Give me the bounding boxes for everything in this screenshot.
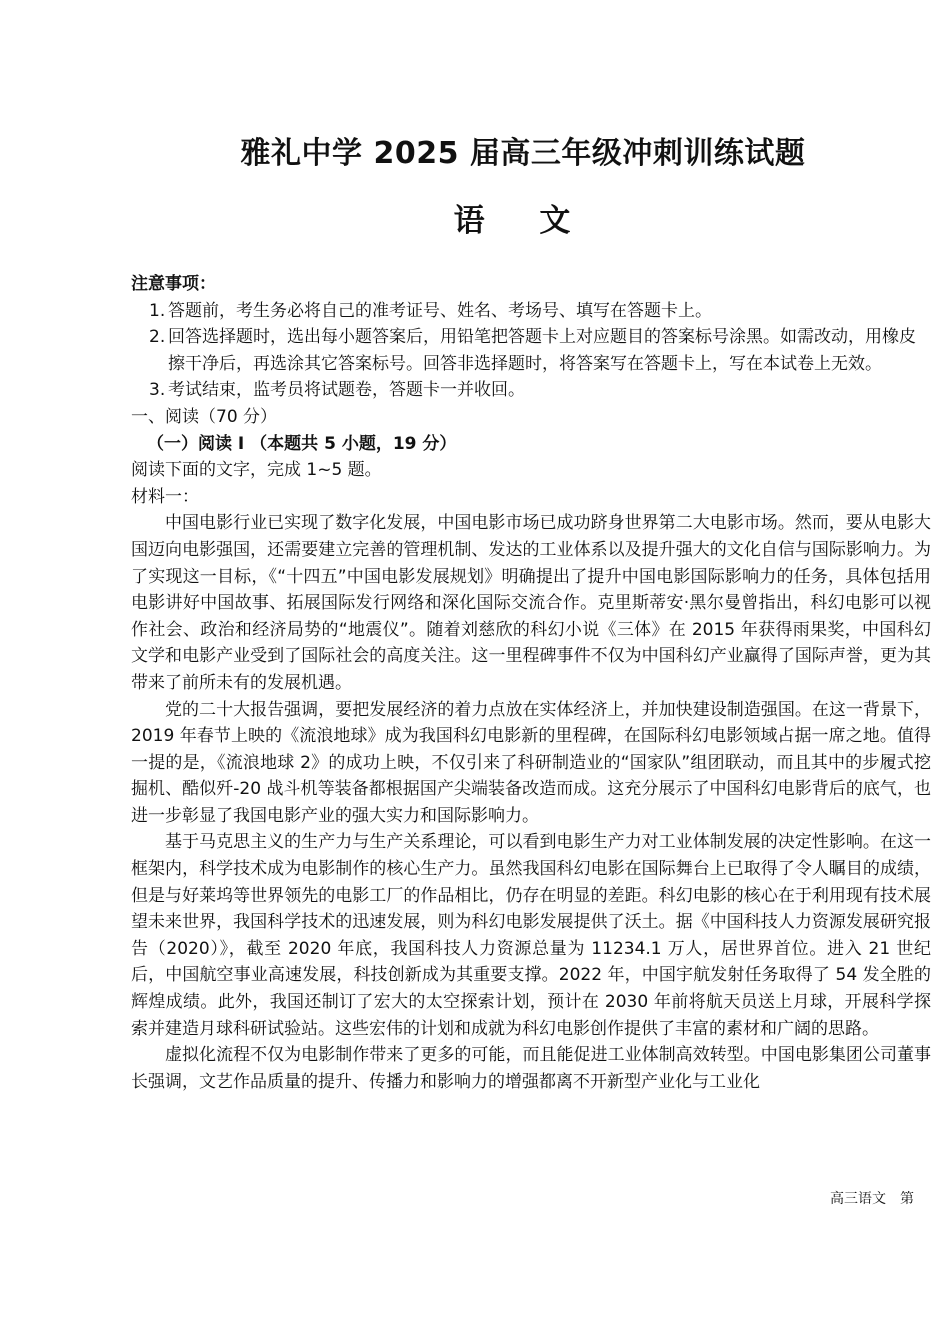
notice-heading: 注意事项：: [131, 274, 216, 294]
material-label: 材料一：: [131, 486, 199, 507]
notice-list: [131, 298, 931, 404]
exam-content: [131, 271, 931, 1095]
subject-title: 语 文: [453, 203, 593, 239]
notice-text: 答题前，考生务必将自己的准考证号、姓名、考场号、填写在答题卡上。: [168, 300, 712, 321]
notice-item: [131, 324, 931, 377]
material-paragraph: 虚拟化流程不仅为电影制作带来了更多的可能，而且能促进工业体制高效转型。中国电影集团公司董事长强调，文艺作品质量的提升、传播力和影响力的增强都离不开新型产业化与工业化: [131, 1045, 931, 1092]
reading-section-heading: （一）阅读 I （本题共 5 小题，19 分）: [147, 433, 457, 454]
notice-item: [131, 298, 931, 325]
reading-instruction: 阅读下面的文字，完成 1~5 题。: [131, 460, 382, 481]
notice-number: 1.: [149, 300, 166, 321]
exam-title: 雅礼中学 2025 届高三年级冲刺训练试题: [240, 136, 806, 171]
page-footer: 高三语文 第: [830, 1191, 914, 1207]
material-paragraph: 党的二十大报告强调，要把发展经济的着力点放在实体经济上，并加快建设制造强国。在这一背景下，2019 年春节上映的《流浪地球》成为我国科幻电影新的里程碑，在国际科幻电影领域占据一席之地。值得一提的是，《流浪地球 2》的成功上映，不仅引来了科研制造业的“国家队”组团联动，而且其中的步履式挖掘机、酷似歼-20 战斗机等装备都根据国产尖端装备改造而成。这充分展示了中国科幻电影背后的底气，也进一步彰显了我国电影产业的强大实力和国际影响力。: [131, 699, 931, 826]
part-heading: 一、阅读（70 分）: [131, 406, 278, 427]
notice-text: 考试结束，监考员将试题卷，答题卡一并收回。: [168, 380, 525, 401]
notice-number: 3.: [149, 380, 166, 401]
notice-text: 回答选择题时，选出每小题答案后，用铅笔把答题卡上对应题目的答案标号涂黑。如需改动，用橡皮擦干净后，再选涂其它答案标号。回答非选择题时，将答案写在答题卡上，写在本试卷上无效。: [168, 327, 916, 374]
notice-number: 2.: [149, 327, 166, 348]
material-paragraph: 基于马克思主义的生产力与生产关系理论，可以看到电影生产力对工业体制发展的决定性影响。在这一框架内，科学技术成为电影制作的核心生产力。虽然我国科幻电影在国际舞台上已取得了令人瞩目的成绩，但是与好莱坞等世界领先的电影工厂的作品相比，仍存在明显的差距。科幻电影的核心在于利用现有技术展望未来世界，我国科学技术的迅速发展，则为科幻电影发展提供了沃土。据《中国科技人力资源发展研究报告（2020）》，截至 2020 年底，我国科技人力资源总量为 11234.1 万人，居世界首位。进入 21 世纪后，中国航空事业高速发展，科技创新成为其重要支撑。2022 年，中国宇航发射任务取得了 54 发全胜的辉煌成绩。此外，我国还制订了宏大的太空探索计划，预计在 2030 年前将航天员送上月球，开展科学探索并建造月球科研试验站。这些宏伟的计划和成就为科幻电影创作提供了丰富的素材和广阔的思路。: [131, 832, 931, 1039]
notice-item: [131, 377, 931, 404]
material-paragraph: 中国电影行业已实现了数字化发展，中国电影市场已成功跻身世界第二大电影市场。然而，要从电影大国迈向电影强国，还需要建立完善的管理机制、发达的工业体系以及提升强大的文化自信与国际影响力。为了实现这一目标，《“十四五”中国电影发展规划》明确提出了提升中国电影国际影响力的任务，具体包括用电影讲好中国故事、拓展国际发行网络和深化国际交流合作。克里斯蒂安·黑尔曼曾指出，科幻电影可以视作社会、政治和经济局势的“地震仪”。随着刘慈欣的科幻小说《三体》在 2015 年获得雨果奖，中国科幻文学和电影产业受到了国际社会的高度关注。这一里程碑事件不仅为中国科幻产业赢得了国际声誉，更为其带来了前所未有的发展机遇。: [131, 513, 931, 693]
